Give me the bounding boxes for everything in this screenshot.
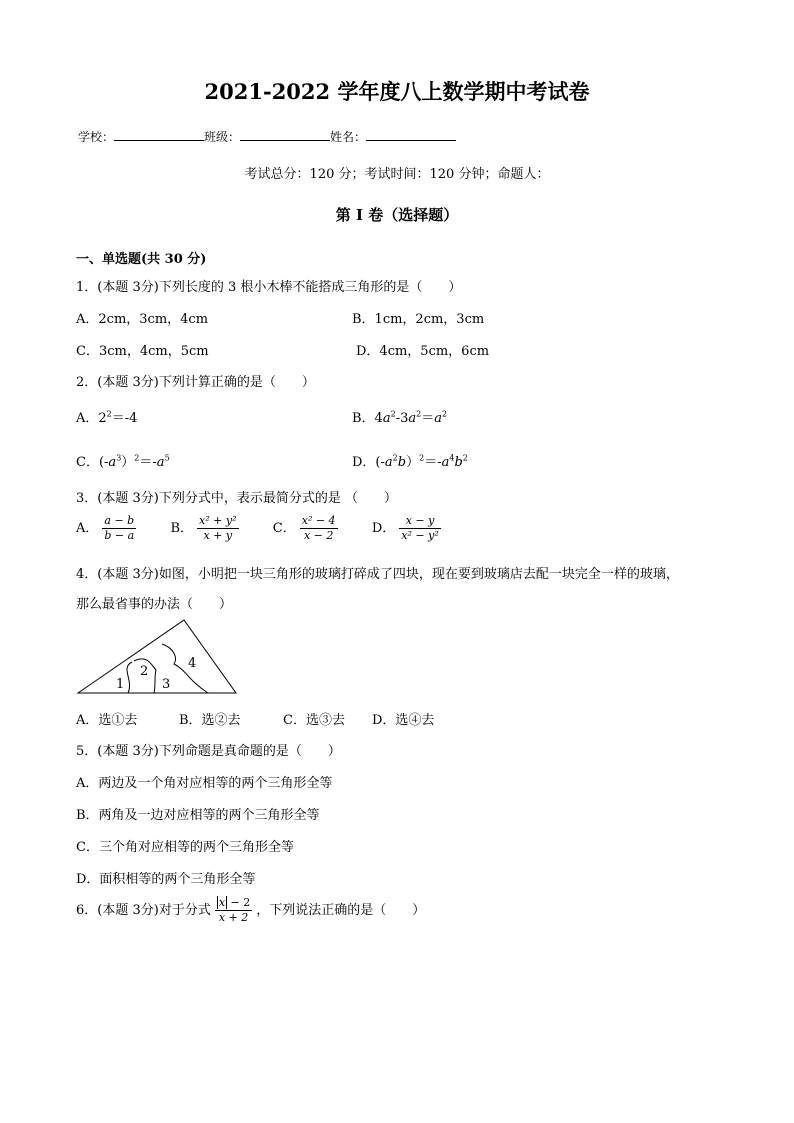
q6-absolute-value: x [218,896,226,909]
q3-stem: 3．(本题 3分)下列分式中，表示最简分式的是 （ ） [76,491,397,506]
q1-option-b: B．1cm，2cm，3cm [352,312,485,327]
school-label: 学校： [78,130,115,144]
section-title: 一、单选题(共 30 分) [76,252,207,267]
q4-option-c: C．选③去 [283,713,345,728]
q4-option-a: A．选①去 [76,713,138,728]
q2-stem: 2．(本题 3分)下列计算正确的是（ ） [76,375,315,390]
q5-option-b: B．两角及一边对应相等的两个三角形全等 [76,808,320,823]
q5-stem: 5．(本题 3分)下列命题是真命题的是（ ） [76,744,341,759]
q4-stem-line2: 那么最省事的办法（ ） [76,597,233,612]
class-label: 班级： [204,130,241,144]
q5-option-d: D．面积相等的两个三角形全等 [76,872,256,887]
name-label: 姓名： [330,130,367,144]
school-blank [114,129,204,141]
q3-option-d-label: D． [371,521,396,536]
name-blank [366,129,456,141]
piece-label-3: 3 [162,677,171,692]
q3-option-b-fraction: $\frac{\text{x² + y²}}{x + y}$ [199,514,237,542]
q4-stem-line1: 4．(本题 3分)如图，小明把一块三角形的玻璃打碎成了四块，现在要到玻璃店去配一块完全一样的玻璃， [76,567,679,582]
triangle-outline [78,620,236,693]
q2-option-b: B．$4a^2-3a^2=a^2$ [352,409,448,426]
q5-option-a: A．两边及一个角对应相等的两个三角形全等 [76,776,333,791]
q3-options [76,514,445,543]
q1-stem: 1．(本题 3分)下列长度的 3 根小木棒不能搭成三角形的是（ ） [76,280,462,295]
page-title: 2021-2022 学年度八上数学期中考试卷 [204,79,590,104]
piece-label-2: 2 [140,664,149,679]
q1-option-a: A．2cm，3cm，4cm [76,312,209,327]
q1-option-d: D．4cm，5cm，6cm [356,344,490,359]
q3-option-c-label: C． [272,521,296,536]
q2-option-c: C．$(-a^3)^2=-a^5$ [76,453,170,470]
class-blank [240,129,330,141]
piece-label-4: 4 [188,656,197,671]
q1-option-c: C．3cm，4cm，5cm [76,344,209,359]
q3-option-c-fraction: $\frac{\text{x² − 4}}{x - 2}$ [301,514,336,542]
q3-option-a-label: A． [76,521,99,536]
q2-option-a: A．$2^2=-4$ [76,409,138,426]
q3-option-a-fraction: $\frac{a - b}{b - a}$ [104,514,135,542]
crack-line-1 [127,662,132,693]
q3-option-b-label: B． [170,521,194,536]
q5-option-c: C．三个角对应相等的两个三角形全等 [76,840,294,855]
student-info-row [78,128,456,145]
q3-option-d-fraction: $\frac{x - y}{\text{x² − y²}}$ [401,514,439,542]
q6-stem: 6．(本题 3分)对于分式 $\frac{x - 2}{x + 2}$ ，下列说法正确的是（ ） [76,896,426,924]
q4-option-d: D．选④去 [372,713,435,728]
q4-option-b: B．选②去 [179,713,241,728]
part-title: 第 I 卷（选择题） [335,206,459,224]
piece-label-1: 1 [116,677,125,692]
broken-glass-triangle-figure [76,618,240,698]
q6-fraction: $\frac{x - 2}{x + 2}$ [215,896,252,925]
q2-option-d: D．$(-a^2b)^2=-a^4b^2$ [352,453,468,470]
exam-info: 考试总分：120 分；考试时间：120 分钟；命题人： [244,167,550,182]
